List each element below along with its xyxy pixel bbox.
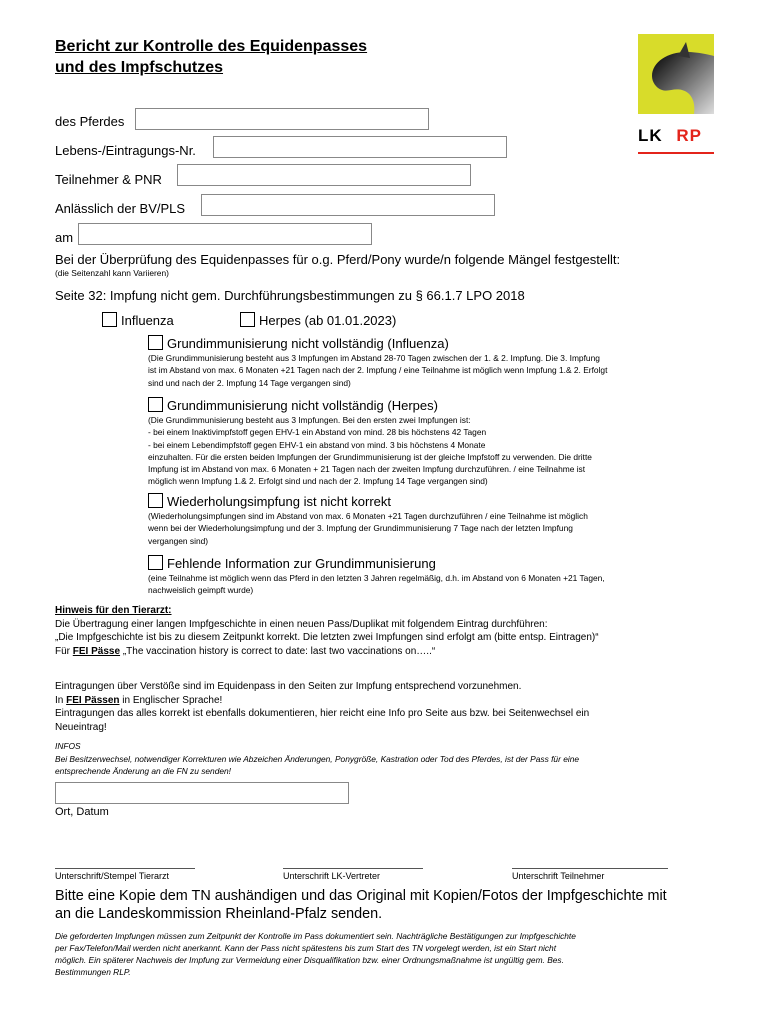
note-line: (eine Teilnahme ist möglich wenn das Pferd in den letzten 3 Jahren regelmäßig, d.h. im Abstand von 6 Monaten +21 Tagen, xyxy=(148,573,605,583)
lebensnr-label: Lebens-/Eintragungs-Nr. xyxy=(55,143,196,158)
am-field[interactable] xyxy=(78,223,372,245)
item-grundimmunisierung-influenza[interactable] xyxy=(148,335,449,351)
hinweis-line-2: „Die Impfgeschichte ist bis zu diesem Zeitpunkt korrekt. Die letzten zwei Impfungen sind erfolgt am (bitte entsp. Eintragen)“ xyxy=(55,632,599,643)
eintrag-line-1: Eintragungen über Verstöße sind im Equidenpass in den Seiten zur Impfung entsprechend vorzunehmen. xyxy=(55,681,522,692)
signature-line-tierarzt xyxy=(55,868,195,869)
logo-underline xyxy=(638,152,714,154)
grundimmunisierung-herpes-label: Grundimmunisierung nicht vollständig (Herpes) xyxy=(167,398,438,413)
note-line: wenn bei der Wiederholungsimpfung und der 3. Impfung der Grundimmunisierung 7 Tage nach der letzten Impfung xyxy=(148,523,573,534)
title-line-1: Bericht zur Kontrolle des Equidenpasses xyxy=(55,38,368,55)
eintrag-line-4: Neueintrag! xyxy=(55,721,107,733)
signature-label-teilnehmer: Unterschrift Teilnehmer xyxy=(512,871,605,881)
item-grundimmunisierung-herpes[interactable] xyxy=(148,397,438,413)
footer-note-line-4: Bestimmungen RLP. xyxy=(55,967,131,977)
herpes-label: Herpes (ab 01.01.2023) xyxy=(259,313,397,328)
note-line: Impfung ist im Abstand von max. 6 Monaten + 21 Tagen nach der zweiten Impfung durchzuführen. / eine Teilnahme ist xyxy=(148,464,586,475)
grundimmunisierung-influenza-label: Grundimmunisierung nicht vollständig (Influenza) xyxy=(167,336,449,351)
influenza-option[interactable] xyxy=(102,312,174,328)
signature-line-lk xyxy=(283,868,423,869)
grundimmunisierung-influenza-note xyxy=(148,352,607,389)
note-line: (Die Grundimmunisierung besteht aus 3 Impfungen im Abstand 28-70 Tagen zwischen der 1. & 2. Impfung. Die 3. Impfung xyxy=(148,353,600,363)
eintrag-prefix: In xyxy=(55,694,67,706)
footer-main-line-1: Bitte eine Kopie dem TN aushändigen und das Original mit Kopien/Fotos der Impfgeschichte mit xyxy=(55,888,667,904)
intro-heading: Bei der Überprüfung des Equidenpasses für o.g. Pferd/Pony wurde/n folgende Mängel festgestellt: xyxy=(55,252,621,267)
horse-head-icon xyxy=(638,34,718,114)
pferd-label: des Pferdes xyxy=(55,114,125,129)
logo-lk-text: LK xyxy=(638,126,663,145)
infos-line-1: Bei Besitzerwechsel, notwendiger Korrekturen wie Abzeichen Änderungen, Ponygröße, Kastration oder Tod des Pferdes, ist der Pass für eine xyxy=(55,753,580,764)
fei-paessen-text: FEI Pässen xyxy=(66,694,120,706)
note-line: nachweislich geimpft wurde) xyxy=(148,585,254,596)
note-line: vergangen sind) xyxy=(148,535,209,546)
hinweis-line-3 xyxy=(55,645,599,659)
note-line: (Die Grundimmunisierung besteht aus 3 Impfungen. Bei den ersten zwei Impfungen ist: xyxy=(148,415,471,425)
grundimmunisierung-herpes-note xyxy=(148,414,592,488)
wiederholungsimpfung-note xyxy=(148,510,588,547)
am-label: am xyxy=(55,230,74,245)
wiederholungsimpfung-checkbox[interactable] xyxy=(148,493,163,508)
item-fehlende-information[interactable] xyxy=(148,555,436,571)
intro-note: (die Seitenzahl kann Variieren) xyxy=(55,268,169,278)
footer-note-line-2: per Fax/Telefon/Mail werden nicht anerkannt. Kann der Pass nicht spätestens bis zum Start des TN vorgelegt werden, ist ein Start nicht xyxy=(55,943,557,953)
section-title: Seite 32: Impfung nicht gem. Durchführungsbestimmungen zu § 66.1.7 LPO 2018 xyxy=(55,288,525,303)
note-line: einzuhalten. Für die ersten beiden Impfungen der Grundimmunisierung ist der gleiche Impfstoff zu verwenden. Die dritte xyxy=(148,451,592,462)
footer-note-line-3: möglich. Ein späterer Nachweis der Impfung zur Vermeidung einer Disqualifikation bzw. einer Ordnungsmaßnahme ist ungültig gem. Bes. xyxy=(55,955,564,965)
eintrag-block xyxy=(55,680,589,734)
teilnehmer-field[interactable] xyxy=(177,164,471,186)
hinweis-heading: Hinweis für den Tierarzt: xyxy=(55,605,172,616)
fehlende-information-label: Fehlende Information zur Grundimmunisierung xyxy=(167,556,436,571)
hinweis-block xyxy=(55,604,599,658)
lk-rp-logo xyxy=(636,34,716,158)
anlass-label: Anlässlich der BV/PLS xyxy=(55,201,186,216)
pferd-field[interactable] xyxy=(135,108,429,130)
item-wiederholungsimpfung[interactable] xyxy=(148,493,391,509)
grundimmunisierung-herpes-checkbox[interactable] xyxy=(148,397,163,412)
infos-block xyxy=(55,740,579,778)
signature-label-lk: Unterschrift LK-Vertreter xyxy=(283,871,381,881)
ort-datum-field[interactable] xyxy=(55,782,349,804)
eintrag-rest: in Englischer Sprache! xyxy=(119,694,223,706)
note-line: ist im Abstand von max. 6 Monaten +21 Tagen nach der 2. Impfung / eine Teilnahme ist möglich wenn Impfung 1.& 2. Erfolgt xyxy=(148,365,608,376)
page-title xyxy=(55,36,367,78)
herpes-option[interactable] xyxy=(240,312,396,328)
lebensnr-field[interactable] xyxy=(213,136,507,158)
influenza-checkbox[interactable] xyxy=(102,312,117,327)
footer-note xyxy=(55,930,576,978)
eintrag-line-3: Eintragungen das alles korrekt ist ebenfalls dokumentieren, hier reicht eine Info pro Seite aus bzw. bei Seitenwechsel ein xyxy=(55,708,590,719)
note-line: sind und nach der 2. Impfung 14 Tage vergangen sind) xyxy=(148,377,351,388)
hinweis-rest: „The vaccination history is correct to date: last two vaccinations on…..“ xyxy=(120,645,436,657)
note-line: möglich wenn Impfung 1.& 2. Erfolgt sind und nach der 2. Impfung 14 Tage vergangen sind) xyxy=(148,476,488,487)
note-line: - bei einem Inaktivimpfstoff gegen EHV-1 ein Abstand von mind. 28 bis höchstens 42 Tagen xyxy=(148,427,487,438)
hinweis-line-1: Die Übertragung einer langen Impfgeschichte in einen neuen Pass/Duplikat mit folgendem Eintrag durchführen: xyxy=(55,618,548,630)
influenza-label: Influenza xyxy=(121,313,174,328)
footer-note-line-1: Die geforderten Impfungen müssen zum Zeitpunkt der Kontrolle im Pass dokumentiert sein. Nachträgliche Bestätigungen zur Impfgeschichte xyxy=(55,931,576,941)
ort-datum-label: Ort, Datum xyxy=(55,806,109,818)
logo-rp-text: RP xyxy=(676,126,703,145)
anlass-field[interactable] xyxy=(201,194,495,216)
hinweis-prefix: Für xyxy=(55,645,73,657)
signature-label-tierarzt: Unterschrift/Stempel Tierarzt xyxy=(55,871,170,881)
signature-line-teilnehmer xyxy=(512,868,668,869)
footer-main-line-2: an die Landeskommission Rheinland-Pfalz senden. xyxy=(55,906,383,922)
note-line: (Wiederholungsimpfungen sind im Abstand von max. 6 Monaten +21 Tagen durchzuführen / eine Teilnahme ist möglich xyxy=(148,511,588,521)
fehlende-information-note xyxy=(148,572,605,597)
eintrag-line-2 xyxy=(55,694,589,708)
herpes-checkbox[interactable] xyxy=(240,312,255,327)
footer-main xyxy=(55,887,667,923)
title-line-2: und des Impfschutzes xyxy=(55,59,224,76)
note-line: - bei einem Lebendimpfstoff gegen EHV-1 ein abstand von mind. 3 bis höchstens 4 Monate xyxy=(148,439,486,450)
wiederholungsimpfung-label: Wiederholungsimpfung ist nicht korrekt xyxy=(167,494,391,509)
fei-paesse-text: FEI Pässe xyxy=(72,645,121,657)
grundimmunisierung-influenza-checkbox[interactable] xyxy=(148,335,163,350)
teilnehmer-label: Teilnehmer & PNR xyxy=(55,172,162,187)
infos-heading: INFOS xyxy=(55,741,81,751)
fehlende-information-checkbox[interactable] xyxy=(148,555,163,570)
infos-line-2: entsprechende Änderung an die FN zu senden! xyxy=(55,766,231,776)
